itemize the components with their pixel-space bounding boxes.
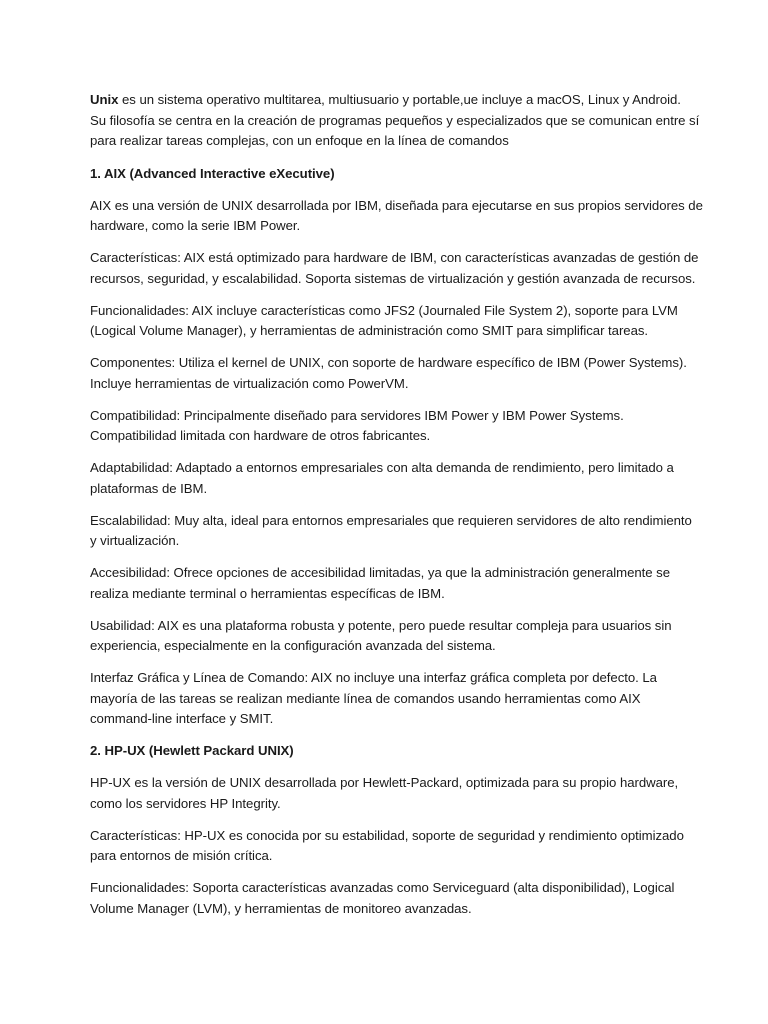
paragraph [90,353,690,394]
paragraph-line: Volume Manager (LVM), y herramientas de monitoreo avanzadas. [90,900,472,916]
paragraph [90,878,690,919]
paragraph-line: HP-UX es la versión de UNIX desarrollada por Hewlett-Packard, optimizada para su propio hardware, [90,775,679,790]
section-aix [90,164,703,730]
paragraph-line: Interfaz Gráfica y Línea de Comando: AIX no incluye una interfaz gráfica completa por defecto. La [90,670,657,685]
paragraph-line: y virtualización. [90,533,180,548]
intro-lead-term: Unix [90,92,119,107]
paragraph [90,458,690,499]
paragraph-line: plataformas de IBM. [90,480,208,496]
paragraph [90,511,690,552]
paragraph [90,563,690,604]
paragraph [90,248,699,289]
paragraph-line: (Logical Volume Manager), y herramientas de administración como SMIT para simplificar tareas. [90,323,649,338]
paragraph-line: Componentes: Utiliza el kernel de UNIX, con soporte de hardware específico de IBM (Power Systems). [90,355,687,370]
paragraph-line: Funcionalidades: AIX incluye características como JFS2 (Journaled File System 2), soporte para LVM [90,302,678,318]
paragraph [90,773,690,814]
paragraph [90,406,690,447]
section-hpux [90,741,690,919]
section-heading: 1. AIX (Advanced Interactive eXecutive) [90,165,335,181]
paragraph [90,196,703,237]
paragraph-line: experiencia, especialmente en la configuración avanzada del sistema. [90,638,496,653]
paragraph-line: Compatibilidad: Principalmente diseñado para servidores IBM Power y IBM Power Systems. [90,407,624,423]
paragraph-line: Adaptabilidad: Adaptado a entornos empresariales con alta demanda de rendimiento, pero limitado a [90,460,674,475]
paragraph-line: mayoría de las tareas se realizan mediante línea de comandos usando herramientas como AIX [90,690,641,706]
paragraph-line: Funcionalidades: Soporta características avanzadas como Serviceguard (alta disponibilidad), Logical [90,880,675,895]
paragraph-line: AIX es una versión de UNIX desarrollada por IBM, diseñada para ejecutarse en sus propios servidores de [90,197,703,213]
paragraph [90,301,690,342]
intro-line-1: es un sistema operativo multitarea, multiusuario y portable,ue incluye a macOS, Linux y Android. [118,92,681,107]
paragraph-line: Características: AIX está optimizado para hardware de IBM, con características avanzadas de gestión de [90,250,699,265]
intro-paragraph [90,90,700,152]
document-page [90,90,703,931]
paragraph-line: Accesibilidad: Ofrece opciones de accesibilidad limitadas, ya que la administración generalmente se [90,565,671,580]
paragraph-line: Características: HP-UX es conocida por su estabilidad, soporte de seguridad y rendimiento optimizado [90,827,684,843]
paragraph-line: Usabilidad: AIX es una plataforma robusta y potente, pero puede resultar compleja para usuarios sin [90,617,672,633]
paragraph [90,826,690,867]
paragraph-line: como los servidores HP Integrity. [90,795,281,811]
paragraph-line: Incluye herramientas de virtualización como PowerVM. [90,375,409,391]
paragraph-line: command-line interface y SMIT. [90,711,274,726]
paragraph-line: Compatibilidad limitada con hardware de otros fabricantes. [90,428,431,443]
intro-line-3: para realizar tareas complejas, con un enfoque en la línea de comandos [90,133,509,148]
paragraph [90,668,690,730]
paragraph-line: hardware, como la serie IBM Power. [90,218,301,233]
paragraph-line: para entornos de misión crítica. [90,848,273,863]
paragraph-line: realiza mediante terminal o herramientas específicas de IBM. [90,585,445,601]
section-heading: 2. HP-UX (Hewlett Packard UNIX) [90,743,294,758]
paragraph [90,616,690,657]
intro-line-2: Su filosofía se centra en la creación de programas pequeños y especializados que se comunican entre sí [90,112,700,128]
paragraph-line: recursos, seguridad, y escalabilidad. Soporta sistemas de virtualización y gestión avanzada de recursos. [90,270,696,286]
paragraph-line: Escalabilidad: Muy alta, ideal para entornos empresariales que requieren servidores de alto rendimiento [90,512,692,528]
